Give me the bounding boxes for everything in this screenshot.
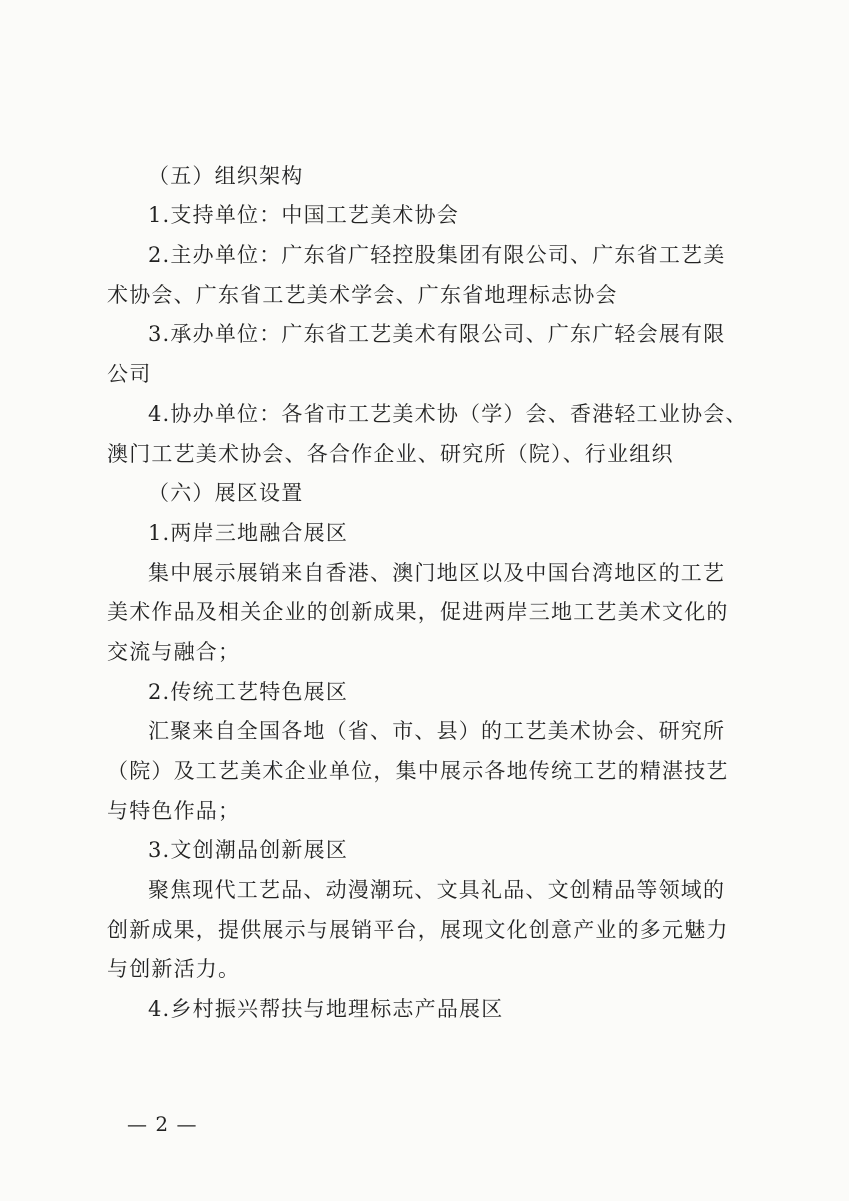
paragraph-line: 1.支持单位：中国工艺美术协会 [148,203,460,227]
paragraph-line: 2.主办单位：广东省广轻控股集团有限公司、广东省工艺美 [148,243,726,267]
paragraph-line: 3.承办单位：广东省工艺美术有限公司、广东广轻会展有限 [148,322,726,346]
section-heading-organization: （五）组织架构 [148,164,304,188]
paragraph-line: 交流与融合； [107,640,241,664]
section-heading-exhibition-areas: （六）展区设置 [148,481,304,505]
paragraph-line: 与创新活力。 [107,957,241,981]
paragraph-line: 创新成果，提供展示与展销平台，展现文化创意产业的多元魅力 [107,918,729,942]
paragraph-line: 澳门工艺美术协会、各合作企业、研究所（院）、行业组织 [107,442,674,466]
paragraph-line: 汇聚来自全国各地（省、市、县）的工艺美术协会、研究所 [148,719,726,743]
paragraph-line: 4.协办单位：各省市工艺美术协（学）会、香港轻工业协会、 [148,402,748,426]
subheading-line: 1.两岸三地融合展区 [148,521,349,545]
paragraph-line: 公司 [107,362,152,386]
paragraph-line: 集中展示展销来自香港、澳门地区以及中国台湾地区的工艺 [148,561,726,585]
paragraph-line: 美术作品及相关企业的创新成果，促进两岸三地工艺美术文化的 [107,600,729,624]
subheading-line: 2.传统工艺特色展区 [148,680,349,704]
subheading-line: 4.乡村振兴帮扶与地理标志产品展区 [148,997,504,1021]
paragraph-line: 与特色作品； [107,799,241,823]
subheading-line: 3.文创潮品创新展区 [148,838,349,862]
paragraph-line: （院）及工艺美术企业单位，集中展示各地传统工艺的精湛技艺 [107,759,729,783]
paragraph-line: 术协会、广东省工艺美术学会、广东省地理标志协会 [107,283,618,307]
page-number: — 2 — [127,1112,198,1136]
paragraph-line: 聚焦现代工艺品、动漫潮玩、文具礼品、文创精品等领域的 [148,878,726,902]
